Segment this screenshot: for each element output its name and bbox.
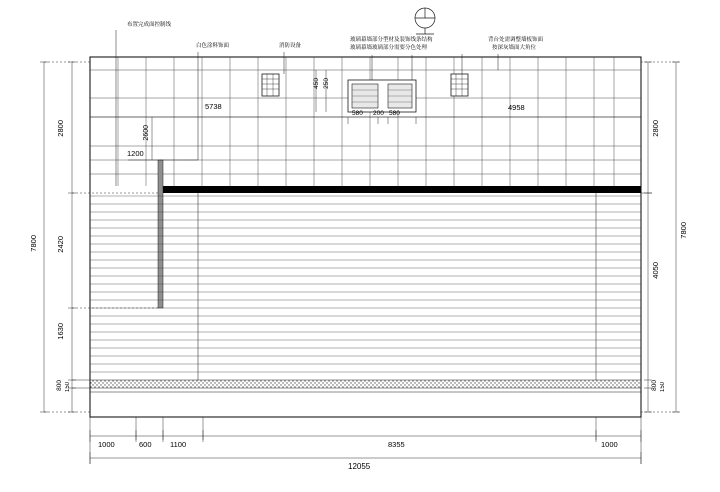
annotation-curtain-wall-profile: 玻璃幕墙部分型材及装饰线条结构 [350,37,433,43]
dim-250: 250 [323,78,330,89]
section-detail-marker [415,8,435,34]
equipment-box-left [262,74,279,96]
dim-right-2800: 2800 [651,120,660,137]
dim-bottom-1000-right: 1000 [601,440,618,449]
dim-580-left: 580 [352,110,363,117]
dim-right-800: 800 [651,380,658,391]
curtain-wall-window-assembly [348,80,416,112]
annotation-white-paint-finish: 白色涂料饰面 [196,43,230,49]
dim-580-right: 580 [389,110,400,117]
dim-4958: 4958 [508,103,525,112]
annotation-leader-lines [116,30,498,186]
dim-200: 200 [373,110,384,117]
vertical-pilaster [158,160,163,308]
dim-left-total-7800: 7800 [29,235,38,252]
dim-bottom-8355: 8355 [388,440,405,449]
dim-2600: 2600 [143,125,150,141]
middle-cladding-panels [90,193,641,380]
annotation-curtain-wall-glass-color: 玻璃幕墙玻璃部分需要分色处理 [350,45,428,51]
upper-facade-panel-grid [90,57,641,186]
annotation-finish-control-line: 布置完成面控制线 [127,22,172,28]
dim-450: 450 [313,78,320,89]
dim-5738: 5738 [205,102,222,111]
annotation-dark-gray-corner: 按深灰墙面大角位 [492,45,537,51]
dim-right-150: 150 [660,382,666,393]
equipment-box-right [451,74,468,96]
dim-bottom-600: 600 [139,440,152,449]
dim-bottom-total-12055: 12055 [348,462,371,471]
dim-bottom-1100: 1100 [170,440,187,449]
dim-left-2420: 2420 [56,236,65,253]
dim-left-1630: 1630 [56,323,65,340]
dim-right-7800: 7800 [679,222,688,239]
dim-left-150: 150 [65,382,71,393]
dim-left-2800: 2800 [56,120,65,137]
dim-right-4050: 4050 [651,262,660,279]
base-plinth-hatch [90,380,641,392]
annotation-fire-equipment: 消防设备 [279,43,302,49]
annotation-back-wall-panel: 背台处需调整墙板饰面 [488,37,544,43]
dim-left-800: 800 [56,380,63,391]
dim-bottom-1000-left: 1000 [98,440,115,449]
right-dimension-lines [641,62,680,412]
dim-1200: 1200 [127,149,144,158]
canopy-band [160,186,641,193]
